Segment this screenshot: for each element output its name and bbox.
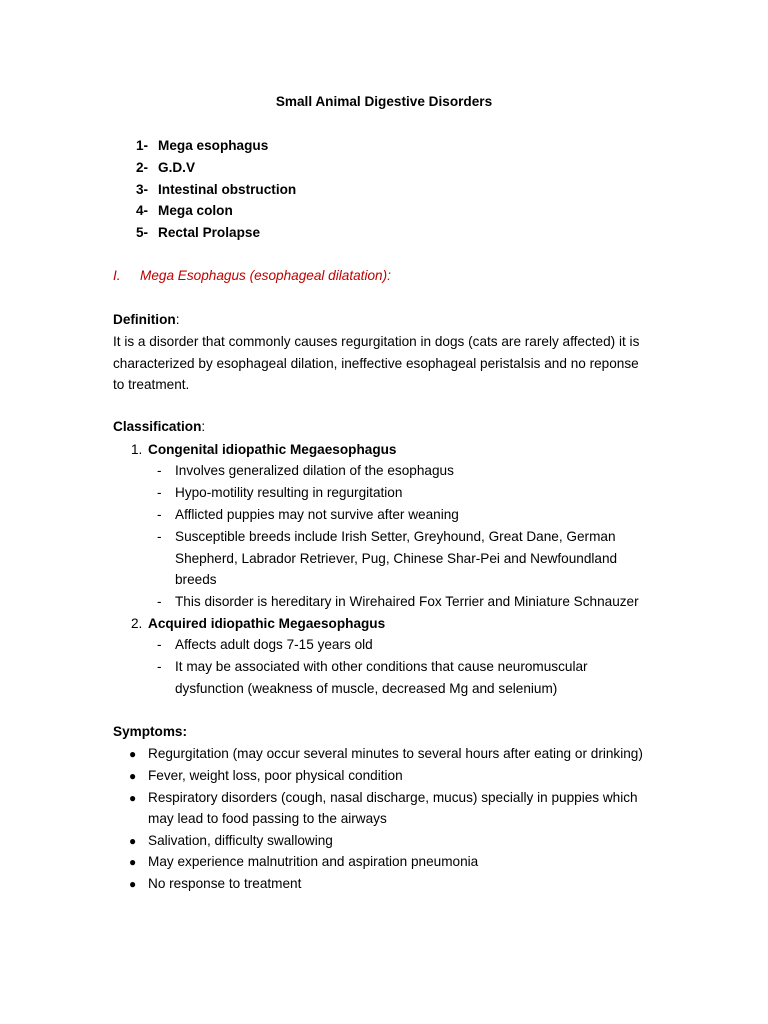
class-title: Acquired idiopathic Megaesophagus (148, 616, 386, 631)
document-title: Small Animal Digestive Disorders (275, 94, 493, 109)
definition-line: It is a disorder that commonly causes regurgitation in dogs (cats are rarely affected) it is (113, 334, 640, 349)
class-item: This disorder is hereditary in Wirehaired Fox Terrier and Miniature Schnauzer (175, 594, 639, 609)
dash-marker: - (157, 594, 162, 609)
symptom-item: May experience malnutrition and aspiration pneumonia (148, 854, 479, 869)
symptom-item: Regurgitation (may occur several minutes to several hours after eating or drinking) (148, 746, 643, 761)
bullet-marker: ● (129, 747, 137, 761)
symptom-item-continued: may lead to food passing to the airways (148, 811, 387, 826)
bullet-marker: ● (129, 769, 137, 783)
symptoms-heading: Symptoms: (113, 724, 188, 739)
class-title: Congenital idiopathic Megaesophagus (148, 442, 397, 457)
class-item: It may be associated with other conditions that cause neuromuscular (175, 659, 588, 674)
classification-heading: Classification: (113, 419, 206, 434)
definition-line: characterized by esophageal dilation, ineffective esophageal peristalsis and no reponse (113, 356, 639, 371)
toc-item: Mega colon (158, 203, 233, 218)
definition-heading: Definition: (113, 312, 180, 327)
class-item: Involves generalized dilation of the esophagus (175, 463, 454, 478)
toc-number: 1- (136, 138, 149, 153)
toc-number: 3- (136, 182, 149, 197)
bullet-marker: ● (129, 791, 137, 805)
class-item: Afflicted puppies may not survive after weaning (175, 507, 459, 522)
bullet-marker: ● (129, 877, 137, 891)
toc-number: 5- (136, 225, 149, 240)
section-number: I. (113, 268, 121, 283)
dash-marker: - (157, 637, 162, 652)
class-item: Hypo-motility resulting in regurgitation (175, 485, 403, 500)
class-item-continued: breeds (175, 572, 217, 587)
toc-item: G.D.V (158, 160, 196, 175)
class-number: 2. (131, 616, 143, 631)
bullet-marker: ● (129, 855, 137, 869)
toc-item: Rectal Prolapse (158, 225, 260, 240)
symptom-item: Salivation, difficulty swallowing (148, 833, 333, 848)
class-item-continued: dysfunction (weakness of muscle, decreased Mg and selenium) (175, 681, 558, 696)
dash-marker: - (157, 659, 162, 674)
dash-marker: - (157, 529, 162, 544)
bullet-marker: ● (129, 834, 137, 848)
class-item: Susceptible breeds include Irish Setter, Greyhound, Great Dane, German (175, 529, 616, 544)
symptom-item: Respiratory disorders (cough, nasal discharge, mucus) specially in puppies which (148, 790, 638, 805)
dash-marker: - (157, 507, 162, 522)
dash-marker: - (157, 485, 162, 500)
class-number: 1. (131, 442, 143, 457)
dash-marker: - (157, 463, 162, 478)
class-item: Affects adult dogs 7-15 years old (175, 637, 373, 652)
toc-item: Intestinal obstruction (158, 182, 297, 197)
toc-item: Mega esophagus (158, 138, 269, 153)
toc-number: 4- (136, 203, 149, 218)
definition-line: to treatment. (113, 377, 190, 392)
symptom-item: Fever, weight loss, poor physical condition (148, 768, 403, 783)
symptom-item: No response to treatment (148, 876, 302, 891)
toc-number: 2- (136, 160, 149, 175)
section-heading: Mega Esophagus (esophageal dilatation): (140, 268, 391, 283)
class-item-continued: Shepherd, Labrador Retriever, Pug, Chinese Shar-Pei and Newfoundland (175, 551, 618, 566)
